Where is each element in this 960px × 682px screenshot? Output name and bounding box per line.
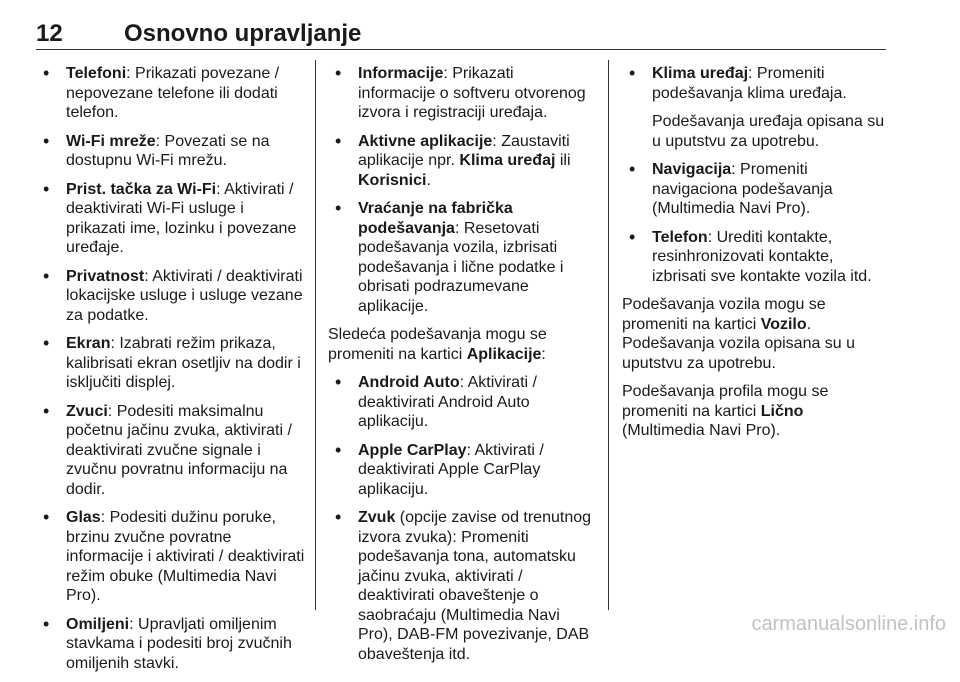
settings-list-3 xyxy=(622,64,888,103)
list-item: • Privatnost: Aktivirati / deaktivirati lokacijske usluge i usluge vezane za podatke. xyxy=(36,267,306,326)
list-item: • Informacije: Prikazati informacije o softveru otvorenog izvora i registraciji uređaja. xyxy=(328,64,594,123)
list-item: • Vraćanje na fabrička podešavanja: Resetovati podešavanja vozila, izbrisati podešavanja i lične podatke i obrisati podrazumevane aplikacije. xyxy=(328,199,594,316)
list-item: • Omiljeni: Upravljati omiljenim stavkama i podesiti broj zvučnih omiljenih stavki. xyxy=(36,615,306,674)
profile-tab-paragraph: Podešavanja profila mogu se promeniti na kartici Lično (Multimedia Navi Pro). xyxy=(622,383,829,439)
watermark: carmanualsonline.info xyxy=(751,613,946,635)
column-2 xyxy=(328,64,594,673)
settings-list-2 xyxy=(328,64,594,316)
list-item: • Klima uređaj: Promeniti podešavanja klima uređaja. xyxy=(622,64,888,103)
list-item: • Zvuk (opcije zavise od trenutnog izvora zvuka): Promeniti podešavanja tona, automatsku jačinu zvuka, aktivirati / deaktivirati obaveštenje o saobraćaju (Multimedia Navi Pro), DAB-FM povezivanje, DAB obaveštenja itd. xyxy=(328,508,594,664)
settings-list-1 xyxy=(36,64,306,673)
list-item: • Glas: Podesiti dužinu poruke, brzinu zvučne povratne informacije i aktivirati / deaktivirati režim obuke (Multimedia Navi Pro). xyxy=(36,508,306,606)
apps-tab-intro: Sledeća podešavanja mogu se promeniti na kartici Aplikacije: xyxy=(328,326,547,363)
page-header xyxy=(36,20,886,48)
vehicle-tab-paragraph: Podešavanja vozila mogu se promeniti na kartici Vozilo. xyxy=(622,296,826,333)
settings-list-4 xyxy=(622,160,888,286)
list-item: • Prist. tačka za Wi-Fi: Aktivirati / deaktivirati Wi-Fi usluge i prikazati ime, lozinku i povezane uređaje. xyxy=(36,180,306,258)
vehicle-tab-note: Podešavanja vozila opisana su u uputstvu za upotrebu. xyxy=(622,335,856,372)
list-item: • Telefoni: Prikazati povezane / nepovezane telefone ili dodati telefon. xyxy=(36,64,306,123)
column-3 xyxy=(622,64,888,450)
column-divider-2 xyxy=(608,60,609,610)
list-item: • Wi-Fi mreže: Povezati se na dostupnu Wi-Fi mrežu. xyxy=(36,132,306,171)
page-number: 12 xyxy=(36,20,63,47)
column-divider-1 xyxy=(315,60,316,610)
list-item: • Zvuci: Podesiti maksimalnu početnu jačinu zvuka, aktivirati / deaktivirati zvučne signale i zvučnu povratnu informaciju na dodir. xyxy=(36,402,306,500)
list-item: • Ekran: Izabrati režim prikaza, kalibrisati ekran osetljiv na dodir i isključiti displej. xyxy=(36,334,306,393)
list-item: • Navigacija: Promeniti navigaciona podešavanja (Multimedia Navi Pro). xyxy=(622,160,888,219)
page-title: Osnovno upravljanje xyxy=(124,20,362,47)
header-rule xyxy=(36,49,886,50)
list-item: • Apple CarPlay: Aktivirati / deaktivirati Apple CarPlay aplikaciju. xyxy=(328,441,594,500)
apps-settings-list xyxy=(328,373,594,664)
list-item: • Telefon: Urediti kontakte, resinhronizovati kontakte, izbrisati sve kontakte vozila itd. xyxy=(622,228,888,287)
list-item: • Android Auto: Aktivirati / deaktivirati Android Auto aplikaciju. xyxy=(328,373,594,432)
list-item: • Aktivne aplikacije: Zaustaviti aplikacije npr. Klima uređaj ili Korisnici. xyxy=(328,132,594,191)
column-1 xyxy=(36,64,306,682)
climate-note: Podešavanja uređaja opisana su u uputstvu za upotrebu. xyxy=(652,113,885,150)
